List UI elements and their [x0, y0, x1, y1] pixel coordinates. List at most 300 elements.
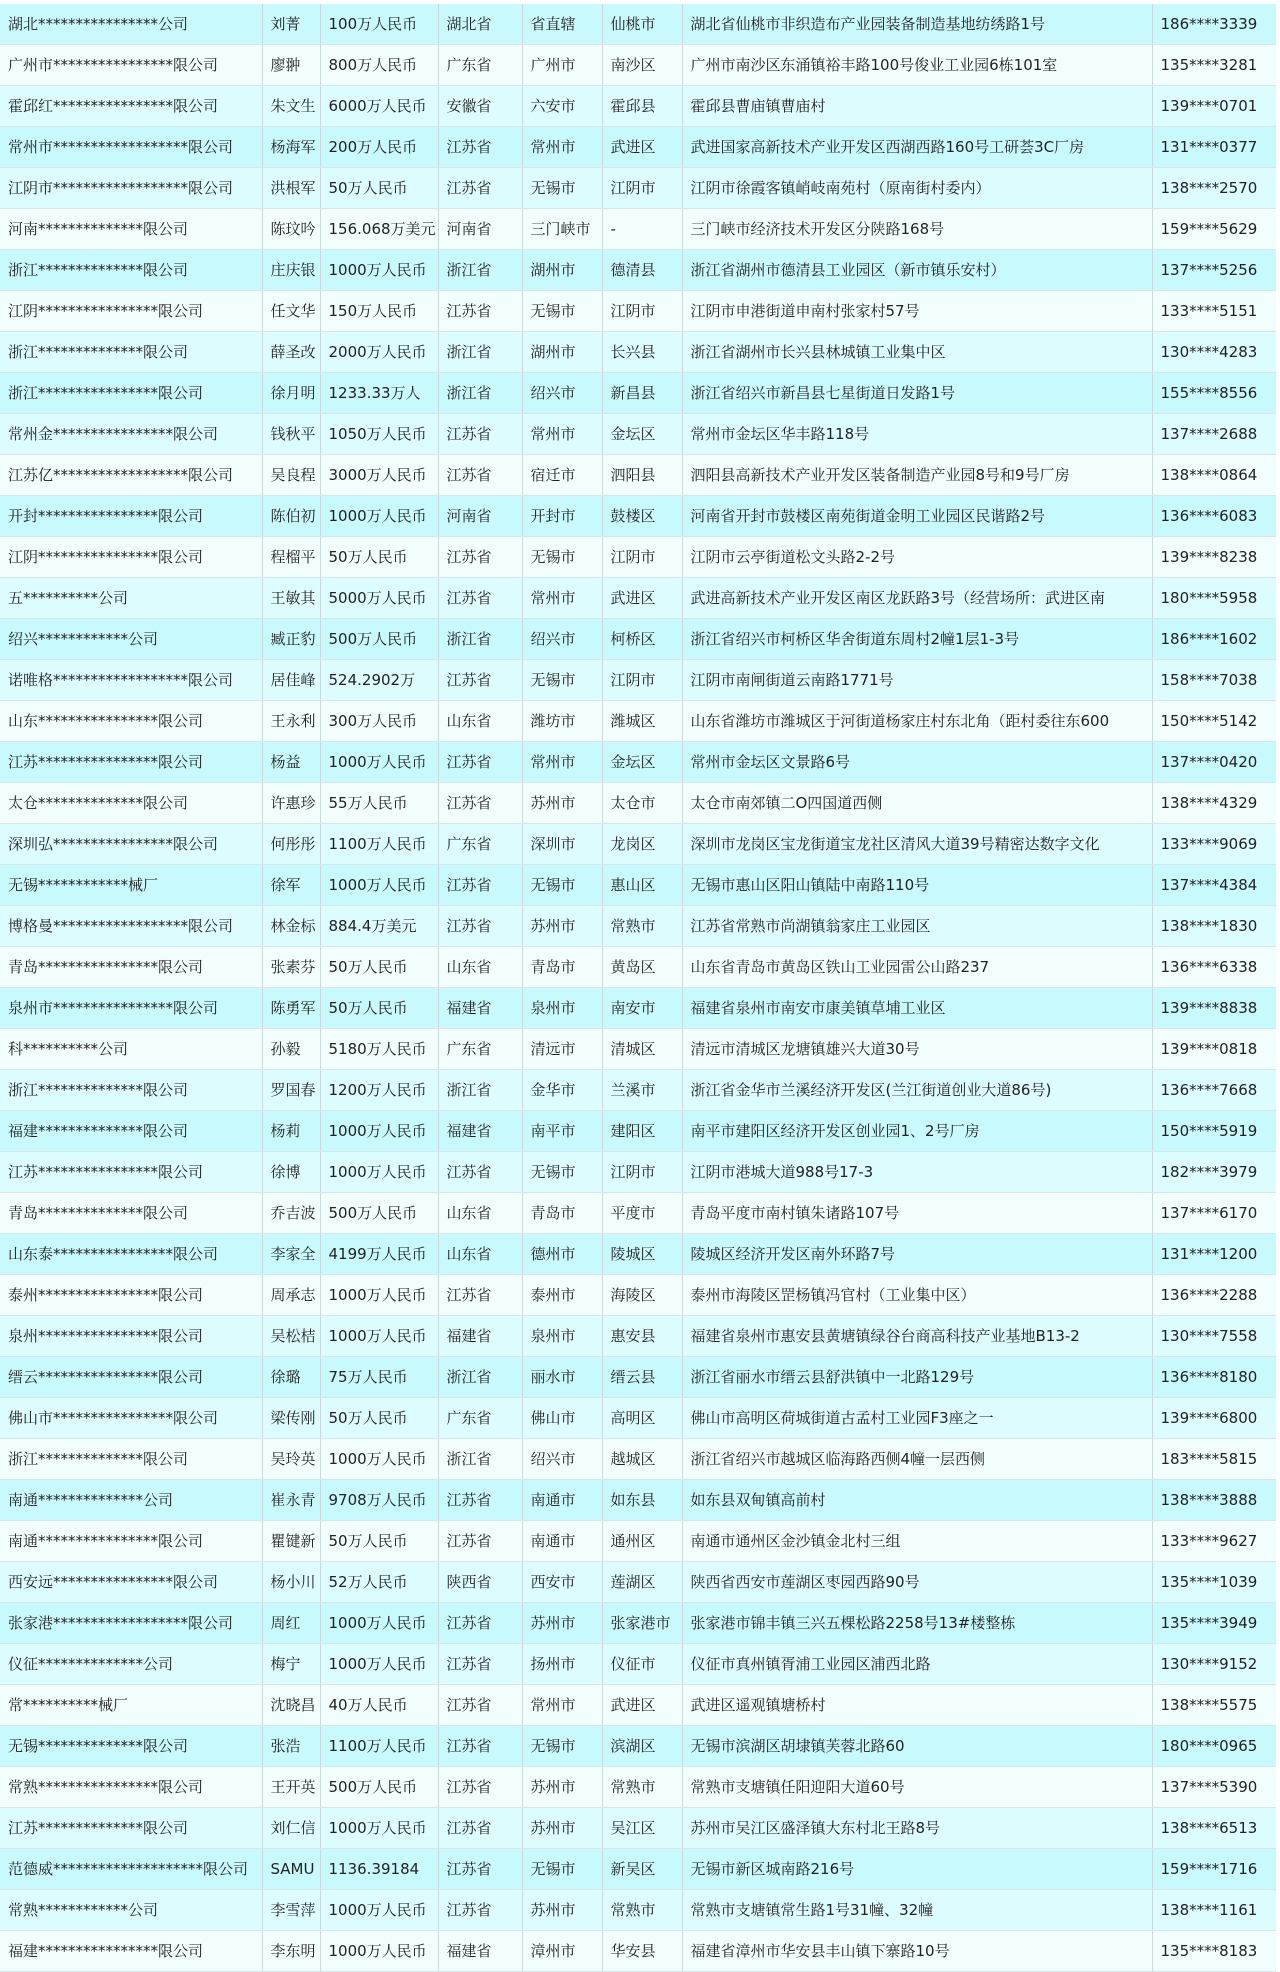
- table-row: [0, 1193, 1276, 1234]
- district-cell: 越城区: [602, 1439, 682, 1480]
- city-cell: 广州市: [522, 45, 602, 86]
- company-name-cell: 霍邱红****************限公司: [0, 86, 262, 127]
- district-cell: 武进区: [602, 578, 682, 619]
- table-row: [0, 291, 1276, 332]
- address-cell: 深圳市龙岗区宝龙街道宝龙社区清风大道39号精密达数字文化: [682, 824, 1152, 865]
- province-cell: 广东省: [438, 824, 522, 865]
- registered-capital-cell: 1000万人民币: [320, 250, 438, 291]
- registered-capital-cell: 40万人民币: [320, 1685, 438, 1726]
- address-cell: 江阴市云亭街道松文头路2-2号: [682, 537, 1152, 578]
- registered-capital-cell: 156.068万美元: [320, 209, 438, 250]
- province-cell: 山东省: [438, 1234, 522, 1275]
- city-cell: 开封市: [522, 496, 602, 537]
- city-cell: 苏州市: [522, 1603, 602, 1644]
- registered-capital-cell: 50万人民币: [320, 988, 438, 1029]
- city-cell: 无锡市: [522, 865, 602, 906]
- phone-cell: 138****6513: [1152, 1808, 1276, 1849]
- phone-cell: 180****0965: [1152, 1726, 1276, 1767]
- registered-capital-cell: 1000万人民币: [320, 1931, 438, 1972]
- table-row: [0, 1275, 1276, 1316]
- address-cell: 广州市南沙区东涌镇裕丰路100号俊业工业园6栋101室: [682, 45, 1152, 86]
- city-cell: 苏州市: [522, 906, 602, 947]
- contact-name-cell: 梁传刚: [262, 1398, 320, 1439]
- address-cell: 佛山市高明区荷城街道古孟村工业园F3座之一: [682, 1398, 1152, 1439]
- registered-capital-cell: 50万人民币: [320, 947, 438, 988]
- phone-cell: 136****7668: [1152, 1070, 1276, 1111]
- table-row: [0, 1644, 1276, 1685]
- phone-cell: 138****0864: [1152, 455, 1276, 496]
- address-cell: 苏州市吴江区盛泽镇大东村北王路8号: [682, 1808, 1152, 1849]
- registered-capital-cell: 1000万人民币: [320, 742, 438, 783]
- table-row: [0, 701, 1276, 742]
- company-table-body: [0, 4, 1276, 1972]
- province-cell: 浙江省: [438, 250, 522, 291]
- registered-capital-cell: 500万人民币: [320, 619, 438, 660]
- phone-cell: 135****8183: [1152, 1931, 1276, 1972]
- province-cell: 江苏省: [438, 1767, 522, 1808]
- district-cell: 江阴市: [602, 537, 682, 578]
- contact-name-cell: 崔永青: [262, 1480, 320, 1521]
- contact-name-cell: 臧正豹: [262, 619, 320, 660]
- registered-capital-cell: 884.4万美元: [320, 906, 438, 947]
- city-cell: 常州市: [522, 414, 602, 455]
- address-cell: 浙江省绍兴市越城区临海路西侧4幢一层西侧: [682, 1439, 1152, 1480]
- province-cell: 山东省: [438, 1193, 522, 1234]
- district-cell: 华安县: [602, 1931, 682, 1972]
- table-row: [0, 742, 1276, 783]
- contact-name-cell: 孙毅: [262, 1029, 320, 1070]
- company-name-cell: 江苏****************限公司: [0, 1152, 262, 1193]
- contact-name-cell: 林金标: [262, 906, 320, 947]
- district-cell: 惠安县: [602, 1316, 682, 1357]
- address-cell: 江阴市申港街道申南村张家村57号: [682, 291, 1152, 332]
- registered-capital-cell: 1050万人民币: [320, 414, 438, 455]
- contact-name-cell: 居佳峰: [262, 660, 320, 701]
- table-row: [0, 824, 1276, 865]
- city-cell: 南通市: [522, 1480, 602, 1521]
- district-cell: 江阴市: [602, 291, 682, 332]
- contact-name-cell: 王敏其: [262, 578, 320, 619]
- phone-cell: 138****1161: [1152, 1890, 1276, 1931]
- table-row: [0, 1931, 1276, 1972]
- table-row: [0, 988, 1276, 1029]
- registered-capital-cell: 1000万人民币: [320, 1316, 438, 1357]
- table-row: [0, 619, 1276, 660]
- phone-cell: 159****5629: [1152, 209, 1276, 250]
- company-name-cell: 深圳弘****************限公司: [0, 824, 262, 865]
- registered-capital-cell: 150万人民币: [320, 291, 438, 332]
- table-row: [0, 1521, 1276, 1562]
- address-cell: 泗阳县高新技术产业开发区装备制造产业园8号和9号厂房: [682, 455, 1152, 496]
- district-cell: 鼓楼区: [602, 496, 682, 537]
- registered-capital-cell: 200万人民币: [320, 127, 438, 168]
- province-cell: 河南省: [438, 496, 522, 537]
- company-name-cell: 常**********械厂: [0, 1685, 262, 1726]
- district-cell: 潍城区: [602, 701, 682, 742]
- province-cell: 浙江省: [438, 619, 522, 660]
- city-cell: 苏州市: [522, 1808, 602, 1849]
- address-cell: 张家港市锦丰镇三兴五棵松路2258号13#楼整栋: [682, 1603, 1152, 1644]
- contact-name-cell: 庄庆银: [262, 250, 320, 291]
- phone-cell: 150****5142: [1152, 701, 1276, 742]
- contact-name-cell: 刘仁信: [262, 1808, 320, 1849]
- district-cell: 常熟市: [602, 1767, 682, 1808]
- address-cell: 常熟市支塘镇任阳迎阳大道60号: [682, 1767, 1152, 1808]
- registered-capital-cell: 5180万人民币: [320, 1029, 438, 1070]
- province-cell: 江苏省: [438, 414, 522, 455]
- province-cell: 山东省: [438, 701, 522, 742]
- province-cell: 广东省: [438, 1398, 522, 1439]
- phone-cell: 183****5815: [1152, 1439, 1276, 1480]
- city-cell: 南通市: [522, 1521, 602, 1562]
- city-cell: 南平市: [522, 1111, 602, 1152]
- phone-cell: 137****6170: [1152, 1193, 1276, 1234]
- phone-cell: 130****9152: [1152, 1644, 1276, 1685]
- address-cell: 江阴市徐霞客镇峭岐南苑村（原南街村委内）: [682, 168, 1152, 209]
- province-cell: 江苏省: [438, 291, 522, 332]
- table-row: [0, 1726, 1276, 1767]
- phone-cell: 137****5390: [1152, 1767, 1276, 1808]
- city-cell: 湖州市: [522, 250, 602, 291]
- phone-cell: 138****5575: [1152, 1685, 1276, 1726]
- province-cell: 江苏省: [438, 783, 522, 824]
- city-cell: 扬州市: [522, 1644, 602, 1685]
- company-name-cell: 江苏**************限公司: [0, 1808, 262, 1849]
- company-name-cell: 泉州****************限公司: [0, 1316, 262, 1357]
- district-cell: 莲湖区: [602, 1562, 682, 1603]
- contact-name-cell: 何彤彤: [262, 824, 320, 865]
- company-name-cell: 仪征**************公司: [0, 1644, 262, 1685]
- contact-name-cell: 杨海军: [262, 127, 320, 168]
- district-cell: 太仓市: [602, 783, 682, 824]
- table-row: [0, 250, 1276, 291]
- province-cell: 江苏省: [438, 1603, 522, 1644]
- city-cell: 苏州市: [522, 1767, 602, 1808]
- province-cell: 山东省: [438, 947, 522, 988]
- province-cell: 江苏省: [438, 455, 522, 496]
- contact-name-cell: 张素芬: [262, 947, 320, 988]
- district-cell: 武进区: [602, 1685, 682, 1726]
- contact-name-cell: 李雪萍: [262, 1890, 320, 1931]
- company-table: [0, 4, 1276, 1972]
- registered-capital-cell: 1000万人民币: [320, 1152, 438, 1193]
- registered-capital-cell: 1000万人民币: [320, 1808, 438, 1849]
- phone-cell: 138****3888: [1152, 1480, 1276, 1521]
- registered-capital-cell: 1100万人民币: [320, 1726, 438, 1767]
- contact-name-cell: 徐璐: [262, 1357, 320, 1398]
- address-cell: 常熟市支塘镇常生路1号31幢、32幢: [682, 1890, 1152, 1931]
- table-row: [0, 578, 1276, 619]
- province-cell: 陕西省: [438, 1562, 522, 1603]
- district-cell: 江阴市: [602, 168, 682, 209]
- province-cell: 江苏省: [438, 865, 522, 906]
- registered-capital-cell: 50万人民币: [320, 1521, 438, 1562]
- table-row: [0, 209, 1276, 250]
- company-name-cell: 泰州****************限公司: [0, 1275, 262, 1316]
- province-cell: 江苏省: [438, 537, 522, 578]
- address-cell: 陕西省西安市莲湖区枣园西路90号: [682, 1562, 1152, 1603]
- table-row: [0, 1849, 1276, 1890]
- contact-name-cell: 刘菁: [262, 4, 320, 45]
- city-cell: 漳州市: [522, 1931, 602, 1972]
- phone-cell: 131****1200: [1152, 1234, 1276, 1275]
- address-cell: 福建省漳州市华安县丰山镇下寨路10号: [682, 1931, 1152, 1972]
- address-cell: 河南省开封市鼓楼区南苑街道金明工业园区民谐路2号: [682, 496, 1152, 537]
- city-cell: 无锡市: [522, 1726, 602, 1767]
- company-name-cell: 江苏****************限公司: [0, 742, 262, 783]
- company-name-cell: 江阴****************限公司: [0, 291, 262, 332]
- phone-cell: 135****3281: [1152, 45, 1276, 86]
- registered-capital-cell: 1136.39184: [320, 1849, 438, 1890]
- district-cell: 常熟市: [602, 1890, 682, 1931]
- company-name-cell: 泉州市****************限公司: [0, 988, 262, 1029]
- contact-name-cell: 吴松桔: [262, 1316, 320, 1357]
- contact-name-cell: 陈勇军: [262, 988, 320, 1029]
- contact-name-cell: 周承志: [262, 1275, 320, 1316]
- phone-cell: 182****3979: [1152, 1152, 1276, 1193]
- city-cell: 西安市: [522, 1562, 602, 1603]
- address-cell: 清远市清城区龙塘镇雄兴大道30号: [682, 1029, 1152, 1070]
- province-cell: 江苏省: [438, 1480, 522, 1521]
- city-cell: 青岛市: [522, 1193, 602, 1234]
- address-cell: 常州市金坛区华丰路118号: [682, 414, 1152, 455]
- table-row: [0, 1685, 1276, 1726]
- address-cell: 常州市金坛区文景路6号: [682, 742, 1152, 783]
- district-cell: 惠山区: [602, 865, 682, 906]
- province-cell: 江苏省: [438, 1644, 522, 1685]
- district-cell: 张家港市: [602, 1603, 682, 1644]
- company-name-cell: 江阴市******************限公司: [0, 168, 262, 209]
- registered-capital-cell: 1000万人民币: [320, 1890, 438, 1931]
- address-cell: 三门峡市经济技术开发区分陕路168号: [682, 209, 1152, 250]
- province-cell: 浙江省: [438, 1070, 522, 1111]
- company-name-cell: 山东****************限公司: [0, 701, 262, 742]
- table-row: [0, 947, 1276, 988]
- table-row: [0, 496, 1276, 537]
- contact-name-cell: 洪根军: [262, 168, 320, 209]
- province-cell: 江苏省: [438, 1726, 522, 1767]
- phone-cell: 133****5151: [1152, 291, 1276, 332]
- phone-cell: 135****1039: [1152, 1562, 1276, 1603]
- contact-name-cell: 徐月明: [262, 373, 320, 414]
- phone-cell: 136****2288: [1152, 1275, 1276, 1316]
- district-cell: 江阴市: [602, 660, 682, 701]
- table-row: [0, 1357, 1276, 1398]
- province-cell: 江苏省: [438, 1890, 522, 1931]
- city-cell: 无锡市: [522, 291, 602, 332]
- city-cell: 无锡市: [522, 660, 602, 701]
- table-row: [0, 1808, 1276, 1849]
- registered-capital-cell: 100万人民币: [320, 4, 438, 45]
- table-row: [0, 86, 1276, 127]
- table-row: [0, 1603, 1276, 1644]
- phone-cell: 158****7038: [1152, 660, 1276, 701]
- company-name-cell: 佛山市****************限公司: [0, 1398, 262, 1439]
- table-row: [0, 1562, 1276, 1603]
- province-cell: 江苏省: [438, 1685, 522, 1726]
- phone-cell: 186****1602: [1152, 619, 1276, 660]
- province-cell: 浙江省: [438, 373, 522, 414]
- province-cell: 江苏省: [438, 1275, 522, 1316]
- province-cell: 浙江省: [438, 332, 522, 373]
- phone-cell: 139****6800: [1152, 1398, 1276, 1439]
- table-row: [0, 1890, 1276, 1931]
- company-name-cell: 西安远****************限公司: [0, 1562, 262, 1603]
- phone-cell: 138****4329: [1152, 783, 1276, 824]
- address-cell: 浙江省湖州市德清县工业园区（新市镇乐安村）: [682, 250, 1152, 291]
- company-name-cell: 浙江**************限公司: [0, 1439, 262, 1480]
- phone-cell: 137****4384: [1152, 865, 1276, 906]
- registered-capital-cell: 1100万人民币: [320, 824, 438, 865]
- address-cell: 武进国家高新技术产业开发区西湖西路160号工研荟3C厂房: [682, 127, 1152, 168]
- district-cell: 兰溪市: [602, 1070, 682, 1111]
- table-row: [0, 1234, 1276, 1275]
- city-cell: 无锡市: [522, 1152, 602, 1193]
- phone-cell: 150****5919: [1152, 1111, 1276, 1152]
- company-name-cell: 福建**************限公司: [0, 1111, 262, 1152]
- address-cell: 江阴市港城大道988号17-3: [682, 1152, 1152, 1193]
- company-name-cell: 太仓**************限公司: [0, 783, 262, 824]
- city-cell: 泉州市: [522, 1316, 602, 1357]
- table-row: [0, 1029, 1276, 1070]
- district-cell: 清城区: [602, 1029, 682, 1070]
- company-name-cell: 江阴****************限公司: [0, 537, 262, 578]
- city-cell: 青岛市: [522, 947, 602, 988]
- district-cell: 如东县: [602, 1480, 682, 1521]
- registered-capital-cell: 50万人民币: [320, 168, 438, 209]
- address-cell: 无锡市惠山区阳山镇陆中南路110号: [682, 865, 1152, 906]
- table-row: [0, 1439, 1276, 1480]
- company-name-cell: 浙江**************限公司: [0, 1070, 262, 1111]
- province-cell: 河南省: [438, 209, 522, 250]
- table-row: [0, 332, 1276, 373]
- company-name-cell: 常熟****************限公司: [0, 1767, 262, 1808]
- province-cell: 江苏省: [438, 906, 522, 947]
- contact-name-cell: 罗国春: [262, 1070, 320, 1111]
- city-cell: 泰州市: [522, 1275, 602, 1316]
- phone-cell: 130****7558: [1152, 1316, 1276, 1357]
- address-cell: 江苏省常熟市尚湖镇翁家庄工业园区: [682, 906, 1152, 947]
- address-cell: 浙江省湖州市长兴县林城镇工业集中区: [682, 332, 1152, 373]
- registered-capital-cell: 1000万人民币: [320, 865, 438, 906]
- company-name-cell: 无锡************械厂: [0, 865, 262, 906]
- contact-name-cell: 吴玲英: [262, 1439, 320, 1480]
- contact-name-cell: 朱文生: [262, 86, 320, 127]
- company-name-cell: 江苏亿******************限公司: [0, 455, 262, 496]
- city-cell: 常州市: [522, 578, 602, 619]
- city-cell: 丽水市: [522, 1357, 602, 1398]
- registered-capital-cell: 1000万人民币: [320, 1603, 438, 1644]
- address-cell: 太仓市南郊镇二Ο四国道西侧: [682, 783, 1152, 824]
- address-cell: 浙江省丽水市缙云县舒洪镇中一北路129号: [682, 1357, 1152, 1398]
- phone-cell: 139****8238: [1152, 537, 1276, 578]
- registered-capital-cell: 2000万人民币: [320, 332, 438, 373]
- district-cell: 江阴市: [602, 1152, 682, 1193]
- registered-capital-cell: 9708万人民币: [320, 1480, 438, 1521]
- district-cell: 霍邱县: [602, 86, 682, 127]
- district-cell: 德清县: [602, 250, 682, 291]
- company-name-cell: 博格曼******************限公司: [0, 906, 262, 947]
- province-cell: 浙江省: [438, 1357, 522, 1398]
- address-cell: 山东省潍坊市潍城区于河街道杨家庄村东北角（距村委往东600: [682, 701, 1152, 742]
- company-name-cell: 张家港******************限公司: [0, 1603, 262, 1644]
- registered-capital-cell: 5000万人民币: [320, 578, 438, 619]
- address-cell: 湖北省仙桃市非织造布产业园装备制造基地纺绣路1号: [682, 4, 1152, 45]
- phone-cell: 135****3949: [1152, 1603, 1276, 1644]
- district-cell: 吴江区: [602, 1808, 682, 1849]
- registered-capital-cell: 3000万人民币: [320, 455, 438, 496]
- district-cell: 金坛区: [602, 414, 682, 455]
- address-cell: 泰州市海陵区罡杨镇冯官村（工业集中区）: [682, 1275, 1152, 1316]
- table-row: [0, 660, 1276, 701]
- table-row: [0, 127, 1276, 168]
- address-cell: 南通市通州区金沙镇金北村三组: [682, 1521, 1152, 1562]
- table-row: [0, 45, 1276, 86]
- district-cell: 建阳区: [602, 1111, 682, 1152]
- province-cell: 江苏省: [438, 578, 522, 619]
- address-cell: 浙江省绍兴市柯桥区华舍街道东周村2幢1层1-3号: [682, 619, 1152, 660]
- phone-cell: 133****9627: [1152, 1521, 1276, 1562]
- registered-capital-cell: 800万人民币: [320, 45, 438, 86]
- table-row: [0, 1152, 1276, 1193]
- company-name-cell: 无锡**************限公司: [0, 1726, 262, 1767]
- district-cell: 南安市: [602, 988, 682, 1029]
- district-cell: 滨湖区: [602, 1726, 682, 1767]
- province-cell: 福建省: [438, 1111, 522, 1152]
- address-cell: 江阴市南闸街道云南路1771号: [682, 660, 1152, 701]
- address-cell: 浙江省金华市兰溪经济开发区(兰江街道创业大道86号): [682, 1070, 1152, 1111]
- company-name-cell: 湖北****************公司: [0, 4, 262, 45]
- table-row: [0, 168, 1276, 209]
- province-cell: 广东省: [438, 1029, 522, 1070]
- registered-capital-cell: 6000万人民币: [320, 86, 438, 127]
- registered-capital-cell: 1000万人民币: [320, 1439, 438, 1480]
- company-name-cell: 缙云****************限公司: [0, 1357, 262, 1398]
- company-name-cell: 福建****************限公司: [0, 1931, 262, 1972]
- address-cell: 无锡市滨湖区胡埭镇芙蓉北路60: [682, 1726, 1152, 1767]
- contact-name-cell: 廖翀: [262, 45, 320, 86]
- registered-capital-cell: 1233.33万人: [320, 373, 438, 414]
- city-cell: 湖州市: [522, 332, 602, 373]
- phone-cell: 159****1716: [1152, 1849, 1276, 1890]
- address-cell: 如东县双甸镇高前村: [682, 1480, 1152, 1521]
- address-cell: 山东省青岛市黄岛区铁山工业园雷公山路237: [682, 947, 1152, 988]
- company-name-cell: 青岛**************限公司: [0, 1193, 262, 1234]
- contact-name-cell: 杨莉: [262, 1111, 320, 1152]
- province-cell: 福建省: [438, 988, 522, 1029]
- registered-capital-cell: 1200万人民币: [320, 1070, 438, 1111]
- contact-name-cell: 李家全: [262, 1234, 320, 1275]
- contact-name-cell: 杨益: [262, 742, 320, 783]
- province-cell: 江苏省: [438, 168, 522, 209]
- city-cell: 无锡市: [522, 537, 602, 578]
- district-cell: 平度市: [602, 1193, 682, 1234]
- city-cell: 绍兴市: [522, 373, 602, 414]
- company-name-cell: 青岛****************限公司: [0, 947, 262, 988]
- address-cell: 无锡市新区城南路216号: [682, 1849, 1152, 1890]
- province-cell: 江苏省: [438, 742, 522, 783]
- phone-cell: 136****6338: [1152, 947, 1276, 988]
- contact-name-cell: 周红: [262, 1603, 320, 1644]
- city-cell: 常州市: [522, 1685, 602, 1726]
- contact-name-cell: 任文华: [262, 291, 320, 332]
- table-row: [0, 4, 1276, 45]
- city-cell: 宿迁市: [522, 455, 602, 496]
- registered-capital-cell: 4199万人民币: [320, 1234, 438, 1275]
- table-row: [0, 373, 1276, 414]
- province-cell: 江苏省: [438, 127, 522, 168]
- table-row: [0, 537, 1276, 578]
